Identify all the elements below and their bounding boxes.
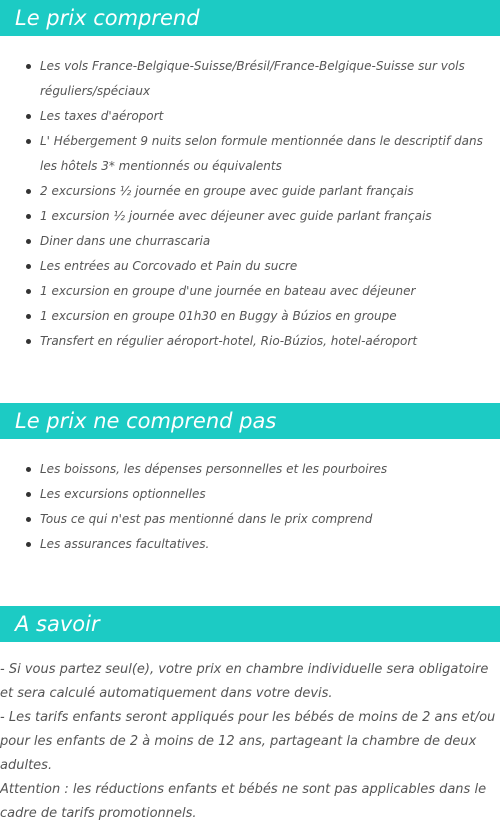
bullet-dot-icon	[26, 114, 31, 119]
bullet-dot-icon	[26, 289, 31, 294]
list-item	[0, 179, 500, 204]
list-item-text: Les excursions optionnelles	[40, 487, 206, 501]
info-line: - Les tarifs enfants seront appliqués pour les bébés de moins de 2 ans et/ou pour les enfants de 2 à moins de 12 ans, partageant la chambre de deux adultes.	[0, 710, 496, 773]
list-item	[0, 129, 500, 179]
list-item	[0, 254, 500, 279]
list-item	[0, 329, 500, 354]
bullet-dot-icon	[26, 139, 31, 144]
list-item-text: Les vols France-Belgique-Suisse/Brésil/France-Belgique-Suisse sur vols réguliers/spéciaux	[40, 59, 465, 98]
list-item	[0, 229, 500, 254]
list-item-text: Tous ce qui n'est pas mentionné dans le prix comprend	[40, 512, 373, 526]
list-item-text: 2 excursions ½ journée en groupe avec guide parlant français	[40, 184, 414, 198]
bullet-dot-icon	[26, 492, 31, 497]
section-title-info: A savoir	[0, 606, 500, 642]
list-item	[0, 457, 500, 482]
excluded-list	[0, 457, 500, 557]
list-item	[0, 54, 500, 104]
bullet-dot-icon	[26, 314, 31, 319]
bullet-dot-icon	[26, 339, 31, 344]
list-item-text: Diner dans une churrascaria	[40, 234, 211, 248]
list-item-text: Les assurances facultatives.	[40, 537, 210, 551]
section-title-excluded: Le prix ne comprend pas	[0, 403, 500, 439]
list-item	[0, 532, 500, 557]
bullet-dot-icon	[26, 64, 31, 69]
list-item-text: 1 excursion en groupe 01h30 en Buggy à Búzios en groupe	[40, 309, 397, 323]
list-item	[0, 482, 500, 507]
section-title-included: Le prix comprend	[0, 0, 500, 36]
bullet-dot-icon	[26, 264, 31, 269]
list-item-text: L' Hébergement 9 nuits selon formule mentionnée dans le descriptif dans les hôtels 3* mentionnés ou équivalents	[40, 134, 483, 173]
list-item	[0, 279, 500, 304]
bullet-dot-icon	[26, 517, 31, 522]
list-item-text: Transfert en régulier aéroport-hotel, Rio-Búzios, hotel-aéroport	[40, 334, 418, 348]
list-item-text: 1 excursion en groupe d'une journée en bateau avec déjeuner	[40, 284, 416, 298]
bullet-dot-icon	[26, 467, 31, 472]
bullet-dot-icon	[26, 214, 31, 219]
included-list	[0, 54, 500, 354]
info-text-block	[0, 658, 500, 826]
list-item-text: Les boissons, les dépenses personnelles et les pourboires	[40, 462, 388, 476]
bullet-dot-icon	[26, 542, 31, 547]
list-item	[0, 304, 500, 329]
list-item	[0, 104, 500, 129]
info-line: Attention : les réductions enfants et bébés ne sont pas applicables dans le cadre de tarifs promotionnels.	[0, 782, 487, 821]
bullet-dot-icon	[26, 239, 31, 244]
bullet-dot-icon	[26, 189, 31, 194]
info-line: - Si vous partez seul(e), votre prix en chambre individuelle sera obligatoire et sera calculé automatiquement dans votre devis.	[0, 662, 489, 701]
list-item	[0, 507, 500, 532]
list-item-text: 1 excursion ½ journée avec déjeuner avec guide parlant français	[40, 209, 432, 223]
list-item	[0, 204, 500, 229]
list-item-text: Les taxes d'aéroport	[40, 109, 164, 123]
list-item-text: Les entrées au Corcovado et Pain du sucre	[40, 259, 298, 273]
